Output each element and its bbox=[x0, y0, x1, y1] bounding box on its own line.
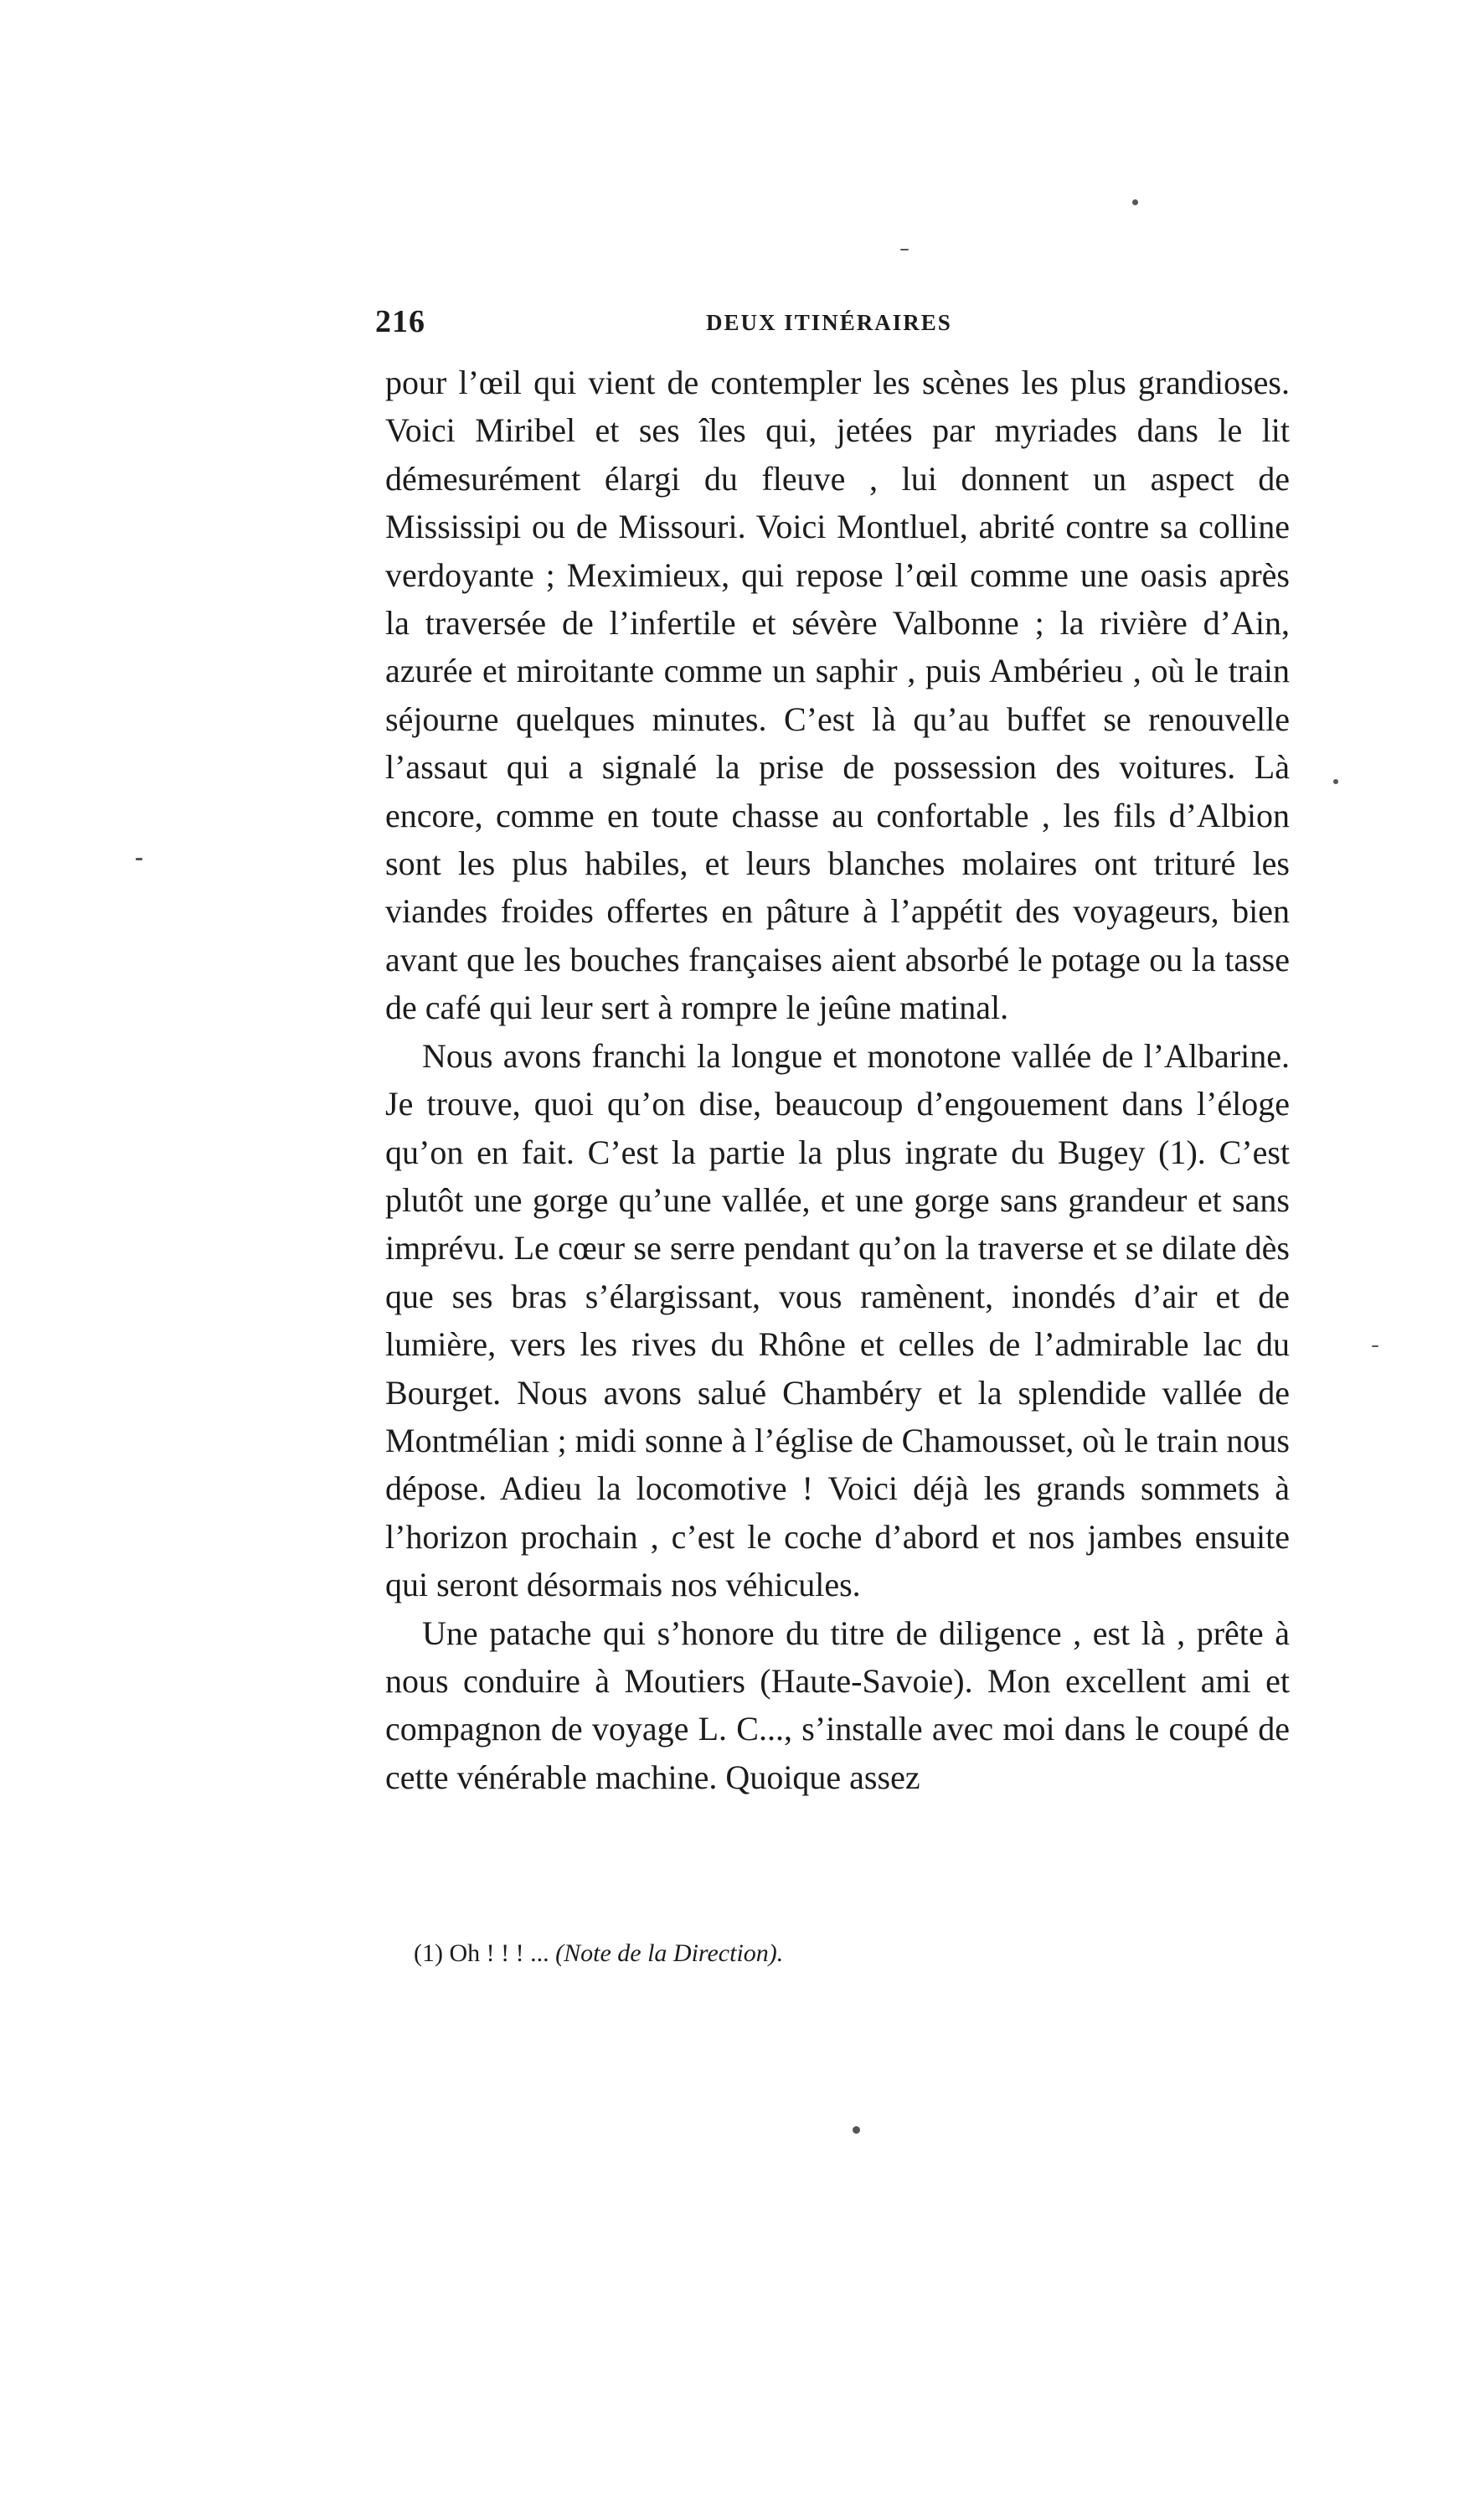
footnote-note: (Note de la Direction). bbox=[555, 1939, 784, 1967]
scan-speck bbox=[136, 858, 142, 860]
page-number: 216 bbox=[375, 304, 425, 339]
running-head: DEUX ITINÉRAIRES bbox=[706, 310, 952, 335]
scan-speck bbox=[853, 2126, 860, 2134]
scan-speck bbox=[1333, 779, 1338, 784]
paragraph-1: pour l’œil qui vient de contempler les scènes les plus grandioses. Voici Miribel et ses îles qui, jetées par myriades dans le lit démesurément élargi du fleuve , lui donnent un aspect de Mississipi ou de Missouri. Voici Montluel, abrité contre sa colline verdoyante ; Meximieux, qui repose l’œil comme une oasis après la traversée de l’infertile et sévère Valbonne ; la rivière d’Ain, azurée et miroitante comme un saphir , puis Ambérieu , où le train séjourne quelques minutes. C’est là qu’au buffet se renouvelle l’assaut qui a signalé la prise de possession des voitures. Là encore, comme en toute chasse au confortable , les fils d’Albion sont les plus habiles, et leurs blanches molaires ont trituré les viandes froides offertes en pâture à l’appétit des voyageurs, bien avant que les bouches françaises aient absorbé le potage ou la tasse de café qui leur sert à rompre le jeûne matinal. bbox=[385, 364, 1290, 1027]
paragraph-3: Une patache qui s’honore du titre de diligence , est là , prête à nous conduire à Moutiers (Haute-Savoie). Mon excellent ami et compagnon de voyage L. C..., s’installe avec moi dans le coupé de cette vénérable machine. Quoique assez bbox=[385, 1613, 1290, 1796]
scan-speck bbox=[1132, 199, 1138, 205]
footnote bbox=[414, 1937, 1251, 1970]
scan-speck bbox=[900, 249, 909, 250]
page-header bbox=[375, 303, 1296, 354]
paragraph-2: Nous avons franchi la longue et monotone vallée de l’Albarine. Je trouve, quoi qu’on dise, beaucoup d’engouement dans l’éloge qu’on en fait. C’est la partie la plus ingrate du Bugey (1). C’est plutôt une gorge qu’une vallée, et une gorge sans grandeur et sans imprévu. Le cœur se serre pendant qu’on la traverse et se dilate dès que ses bras s’élargissant, vous ramènent, inondés d’air et de lumière, vers les rives du Rhône et celles de l’admirable lac du Bourget. Nous avons salué Chambéry et la splendide vallée de Montmélian ; midi sonne à l’église de Chamousset, où le train nous dépose. Adieu la locomotive ! Voici déjà les grands sommets à l’horizon prochain , c’est le coche d’abord et nos jambes ensuite qui seront désormais nos véhicules. bbox=[385, 1036, 1290, 1604]
footnote-marker: (1) Oh ! ! ! ... bbox=[414, 1939, 549, 1967]
scan-speck bbox=[1372, 1345, 1378, 1347]
body-text bbox=[385, 359, 1290, 1801]
